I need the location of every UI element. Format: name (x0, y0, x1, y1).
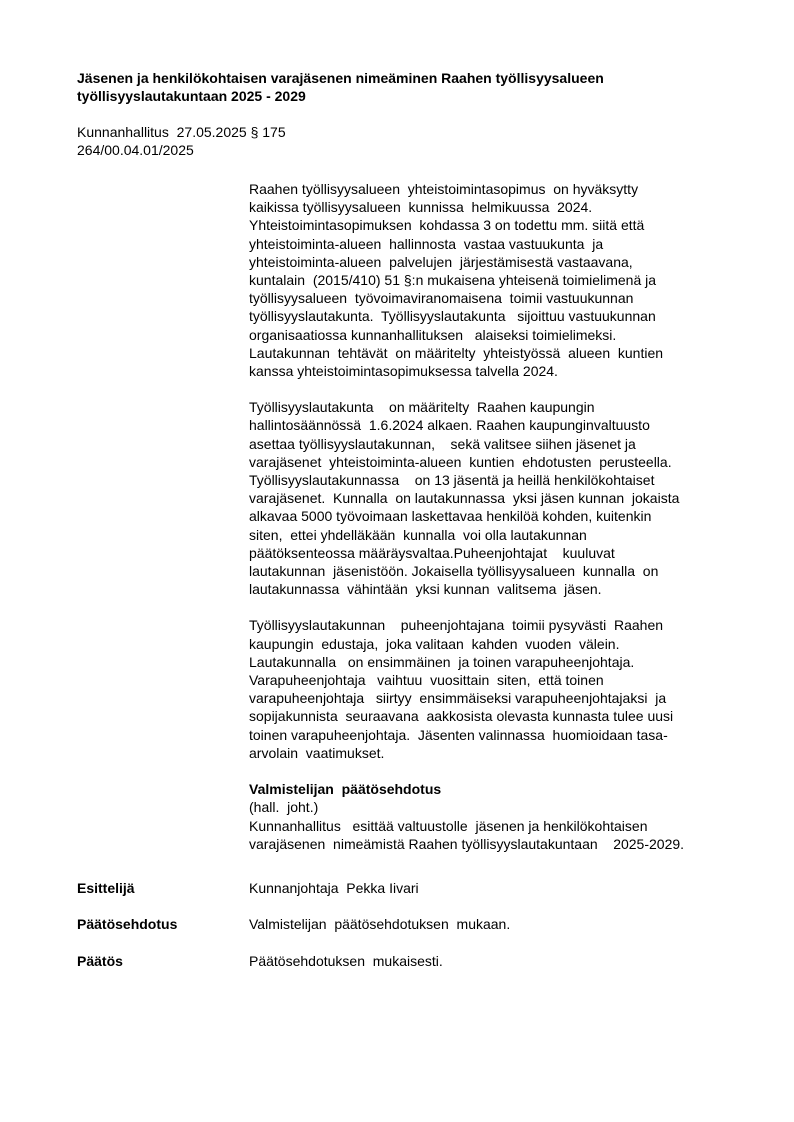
proposal-heading: Valmistelijan päätösehdotus (249, 781, 442, 798)
paragraph-line: päätöksenteossa määräysvaltaa.Puheenjohtajat kuuluvat (249, 544, 615, 561)
paragraph-line: yhteistoiminta-alueen hallinnosta vastaa vastuukunta ja (249, 235, 604, 252)
preparer-proposal (249, 780, 729, 853)
paragraph-line: kaupungin edustaja, joka valitaan kahden vuoden välein. (249, 635, 620, 652)
paragraph-line: varajäsenet. Kunnalla on lautakunnassa yksi jäsen kunnan jokaista (249, 490, 680, 507)
document-title-line: työllisyyslautakuntaan 2025 - 2029 (77, 88, 306, 104)
paragraph-line: kuntalain (2015/410) 51 §:n mukaisena yhteisenä toimielimenä ja (249, 272, 657, 289)
paragraph-line: alkavaa 5000 työvoimaan laskettavaa henkilöä kohden, kuitenkin (249, 508, 652, 525)
document-title (77, 69, 737, 105)
paragraph-line: varajäsenet yhteistoiminta-alueen kuntien ehdotusten perusteella. (249, 453, 672, 470)
paragraph-line: organisaatiossa kunnanhallituksen alaiseksi toimielimeksi. (249, 326, 617, 343)
row-value: Kunnanjohtaja Pekka Iivari (249, 880, 419, 896)
paragraph-line: sopijakunnista seuraavana aakkosista olevasta kunnasta tulee uusi (249, 708, 674, 725)
row-label: Esittelijä (77, 880, 135, 896)
paragraph-line: työllisyyslautakunta. Työllisyyslautakunta sijoittuu vastuukunnan (249, 308, 656, 325)
paragraph-board (249, 398, 729, 598)
row-label: Päätösehdotus (77, 916, 178, 932)
paragraph-line: toinen varapuheenjohtaja. Jäsenten valinnassa huomioidaan tasa- (249, 726, 668, 743)
paragraph-line: lautakunnan jäsenistöön. Jokaisella työllisyysalueen kunnalla on (249, 563, 659, 580)
meeting-meta (77, 123, 477, 159)
paragraph-line: kaikissa työllisyysalueen kunnissa helmikuussa 2024. (249, 199, 593, 216)
paragraph-agreement (249, 180, 729, 380)
paragraph-line: Lautakunnalla on ensimmäinen ja toinen varapuheenjohtaja. (249, 653, 635, 670)
paragraph-line: lautakunnassa vähintään yksi kunnan valitsema jäsen. (249, 581, 602, 598)
paragraph-line: Yhteistoimintasopimuksen kohdassa 3 on todettu mm. siitä että (249, 217, 645, 234)
proposal-line: varajäsenen nimeämistä Raahen työllisyyslautakuntaan 2025-2029. (249, 835, 685, 852)
paragraph-line: asettaa työllisyyslautakunnan, sekä valitsee siihen jäsenet ja (249, 435, 636, 452)
paragraph-line: Työllisyyslautakunta on määritelty Raahen kaupungin (249, 399, 595, 416)
paragraph-line: arvolain vaatimukset. (249, 744, 385, 761)
row-value: Valmistelijan päätösehdotuksen mukaan. (249, 916, 511, 932)
document-body (249, 180, 729, 871)
paragraph-line: varapuheenjohtaja siirtyy ensimmäiseksi varapuheenjohtajaksi ja (249, 690, 667, 707)
paragraph-line: Lautakunnan tehtävät on määritelty yhteistyössä alueen kuntien (249, 344, 664, 361)
paragraph-line: Raahen työllisyysalueen yhteistoimintasopimus on hyväksytty (249, 181, 639, 197)
paragraph-line: Varapuheenjohtaja vaihtuu vuosittain siten, että toinen (249, 672, 604, 689)
paragraph-line: kanssa yhteistoimintasopimuksessa talvella 2024. (249, 363, 558, 380)
paragraph-line: yhteistoiminta-alueen palvelujen järjestämisestä vastaavana, (249, 253, 633, 270)
paragraph-line: siten, ettei yhdelläkään kunnalla voi olla lautakunnan (249, 526, 587, 543)
paragraph-line: Työllisyyslautakunnan puheenjohtajana toimii pysyvästi Raahen (249, 617, 664, 634)
proposal-line: Kunnanhallitus esittää valtuustolle jäsenen ja henkilökohtaisen (249, 817, 648, 834)
paragraph-line: Työllisyyslautakunnassa on 13 jäsentä ja heillä henkilökohtaiset (249, 472, 655, 489)
record-id: 264/00.04.01/2025 (77, 142, 194, 158)
row-value: Päätösehdotuksen mukaisesti. (249, 953, 443, 969)
paragraph-line: työllisyysalueen työvoimaviranomaisena toimii vastuukunnan (249, 290, 634, 307)
row-label: Päätös (77, 953, 123, 969)
document-title-line: Jäsenen ja henkilökohtaisen varajäsenen nimeäminen Raahen työllisyysalueen (77, 70, 604, 86)
paragraph-line: hallintosäännössä 1.6.2024 alkaen. Raahen kaupunginvaltuusto (249, 417, 650, 434)
meeting-reference: Kunnanhallitus 27.05.2025 § 175 (77, 124, 286, 140)
paragraph-chair (249, 616, 729, 762)
proposal-line: (hall. joht.) (249, 799, 319, 816)
